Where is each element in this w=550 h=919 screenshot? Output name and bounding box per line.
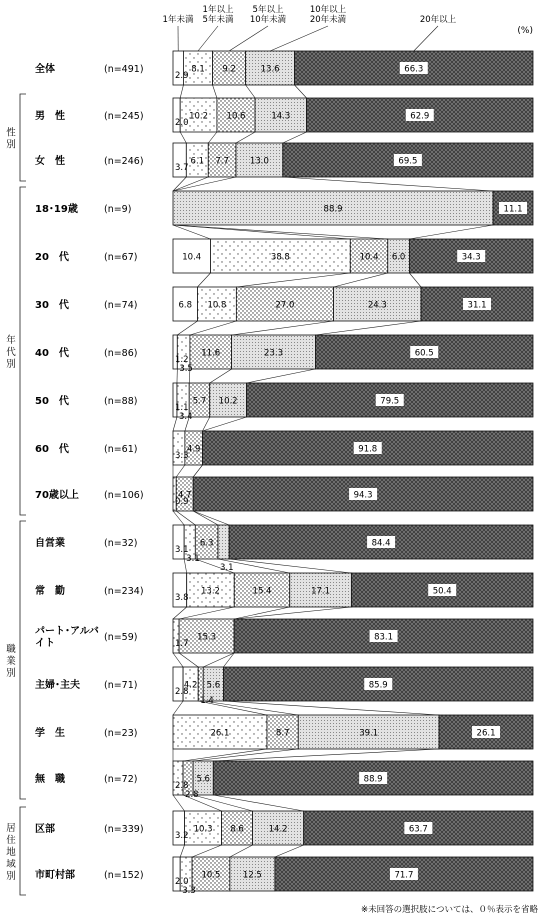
connector-line	[173, 177, 208, 191]
connector-line	[229, 559, 351, 573]
category-label: 20 代	[35, 252, 69, 263]
bar-row	[35, 573, 533, 607]
connector-line	[210, 369, 232, 383]
value-label: 6.0	[391, 252, 406, 263]
footnote: ※未回答の選択肢については、０％表示を省略	[361, 905, 538, 915]
connector-line	[180, 85, 183, 98]
value-label: 10.2	[218, 396, 238, 407]
value-label: 84.4	[371, 538, 391, 549]
connector-line	[193, 465, 202, 477]
connector-line	[409, 273, 421, 287]
n-label: (n=59)	[104, 632, 138, 643]
value-label: 38.8	[270, 252, 290, 263]
value-label: 2.0	[175, 118, 189, 128]
n-label: (n=67)	[104, 252, 138, 263]
value-label: 24.3	[367, 300, 387, 311]
value-label: 1.2	[175, 355, 189, 365]
category-label: 学 生	[35, 728, 65, 739]
connector-line	[315, 321, 421, 335]
n-label: (n=32)	[104, 538, 138, 549]
value-label: 2.0	[175, 877, 189, 887]
category-label: 男 性	[35, 111, 65, 122]
connector-line	[176, 511, 195, 525]
value-label: 10.8	[207, 300, 227, 311]
value-label: 83.1	[374, 632, 394, 643]
value-label: 8.7	[275, 728, 290, 739]
value-label: 3.8	[175, 593, 189, 603]
value-label: 69.5	[398, 156, 418, 167]
connector-line	[234, 607, 290, 619]
value-label: 4.2	[183, 680, 198, 691]
legend	[163, 4, 457, 51]
group-bracket	[20, 94, 26, 181]
value-label: 11.1	[503, 204, 523, 215]
group-bracket	[20, 807, 26, 895]
group-label: 居住地域別	[6, 823, 16, 882]
connector-line	[183, 749, 267, 761]
connector-line	[197, 273, 210, 287]
value-label: 3.3	[175, 451, 189, 461]
connector-line	[173, 795, 185, 811]
group-bracket	[20, 187, 26, 515]
group-bracket	[20, 521, 26, 799]
value-label: 62.9	[410, 111, 430, 122]
value-label: 10.6	[226, 111, 246, 122]
value-label: 8.6	[230, 824, 244, 835]
value-label: 60.5	[414, 348, 434, 359]
category-label: 主婦･主夫	[35, 680, 80, 691]
bars	[35, 51, 533, 896]
legend-leader-4	[270, 26, 328, 51]
connector-line	[246, 85, 255, 98]
bar-row	[35, 191, 533, 225]
bar-row	[35, 335, 533, 374]
connector-line	[275, 845, 304, 857]
value-label: 15.3	[197, 632, 217, 643]
legend-leader-2	[198, 26, 218, 51]
n-label: (n=74)	[104, 300, 138, 311]
bar-row	[35, 51, 533, 85]
n-label: (n=71)	[104, 680, 138, 691]
n-label: (n=339)	[104, 824, 144, 835]
category-label: 自営業	[35, 538, 65, 549]
value-label: 3.7	[175, 163, 189, 173]
value-label: 3.1	[220, 563, 234, 573]
connector-line	[232, 321, 334, 335]
value-label: 5.7	[192, 396, 207, 407]
value-label: 10.2	[189, 111, 209, 122]
value-label: 13.0	[249, 156, 269, 167]
n-label: (n=245)	[104, 111, 144, 122]
value-label: 63.7	[408, 824, 428, 835]
category-label: 常 勤	[35, 586, 65, 597]
n-label: (n=9)	[104, 204, 132, 215]
value-label: 8.1	[191, 64, 205, 75]
value-label: 10.3	[193, 824, 213, 835]
category-label: 30 代	[35, 300, 69, 311]
category-label: 18･19歳	[35, 204, 78, 215]
category-label: 70歳以上	[35, 490, 79, 501]
connector-line	[334, 273, 388, 287]
n-label: (n=23)	[104, 728, 138, 739]
legend-leader-3	[229, 26, 268, 51]
bar-segment-series-4	[218, 525, 229, 559]
bar-row	[35, 761, 533, 800]
bar-row	[35, 619, 533, 653]
connector-line	[193, 511, 218, 525]
value-label: 5.6	[206, 680, 221, 691]
value-label: 15.4	[252, 586, 272, 597]
connector-line	[283, 177, 493, 191]
connector-line	[203, 653, 234, 667]
value-label: 2.9	[175, 71, 189, 81]
connector-line	[173, 225, 350, 239]
bar-row	[35, 383, 533, 422]
category-label: 全体	[35, 64, 55, 75]
bar-row	[35, 287, 533, 321]
category-label: 60 代	[35, 444, 69, 455]
bar-row	[35, 143, 533, 177]
connector-line	[234, 607, 351, 619]
connector-line	[409, 225, 493, 239]
connector-line	[190, 321, 236, 335]
category-label: 無 職	[35, 774, 65, 785]
value-label: 12.5	[242, 870, 262, 881]
connector-line	[236, 273, 350, 287]
connector-line	[230, 845, 253, 857]
value-label: 2.8	[175, 781, 189, 791]
value-label: 1.1	[175, 403, 189, 413]
value-label: 10.4	[182, 252, 202, 263]
connector-line	[180, 845, 184, 857]
value-label: 91.8	[358, 444, 378, 455]
value-label: 9.2	[222, 64, 236, 75]
category-label: パート･アルバイト	[35, 626, 99, 649]
value-label: 88.9	[323, 204, 343, 215]
connector-line	[193, 511, 229, 525]
n-label: (n=491)	[104, 64, 144, 75]
connector-line	[203, 417, 247, 431]
value-label: 13.2	[201, 586, 220, 597]
value-label: 3.1	[186, 554, 200, 564]
bar-row	[35, 98, 533, 132]
n-label: (n=72)	[104, 774, 138, 785]
connector-line	[173, 511, 184, 525]
connector-line	[213, 85, 217, 98]
bar-row	[35, 715, 533, 749]
unit-label: (%)	[517, 26, 533, 36]
n-label: (n=152)	[104, 870, 144, 881]
connector-line	[177, 321, 197, 335]
value-label: 1.4	[200, 696, 214, 706]
bar-row	[35, 431, 533, 465]
value-label: 6.1	[190, 156, 205, 167]
value-label: 66.3	[404, 64, 424, 75]
value-label: 17.1	[311, 586, 331, 597]
bar-row	[35, 667, 533, 706]
value-label: 10.5	[201, 870, 221, 881]
connector-line	[179, 653, 198, 667]
n-label: (n=61)	[104, 444, 138, 455]
value-label: 26.1	[476, 728, 496, 739]
bar-row	[35, 477, 533, 511]
bar-row	[35, 525, 533, 573]
value-label: 3.2	[175, 831, 189, 841]
category-label: 市町村部	[35, 870, 75, 881]
category-label: 50 代	[35, 396, 69, 407]
connector-line	[173, 177, 186, 191]
value-label: 14.2	[268, 824, 288, 835]
value-label: 71.7	[394, 870, 414, 881]
value-label: 39.1	[359, 728, 379, 739]
legend-leader-5	[414, 26, 438, 51]
value-label: 31.1	[467, 300, 487, 311]
connector-line	[213, 795, 303, 811]
bar-row	[35, 239, 533, 273]
bar-row	[35, 811, 533, 845]
n-label: (n=234)	[104, 586, 144, 597]
value-label: 3.5	[179, 364, 193, 374]
value-label: 3.4	[178, 412, 193, 422]
value-label: 5.6	[196, 774, 210, 785]
group-label: 性別	[6, 127, 16, 151]
n-label: (n=88)	[104, 396, 138, 407]
value-label: 34.3	[461, 252, 481, 263]
connector-line	[203, 701, 298, 715]
value-label: 50.4	[432, 586, 452, 597]
value-label: 26.1	[210, 728, 230, 739]
connector-line	[176, 465, 185, 477]
connector-line	[173, 607, 187, 619]
value-label: 85.9	[368, 680, 388, 691]
value-label: 94.3	[353, 490, 373, 501]
legend-label-4: 10年以上 20年未満	[309, 5, 347, 25]
group-label: 年代別	[6, 335, 16, 370]
group-labels	[6, 94, 26, 895]
value-label: 6.3	[199, 538, 214, 549]
value-label: 4.7	[177, 490, 192, 501]
connector-line	[179, 607, 234, 619]
value-label: 3.1	[175, 545, 189, 555]
connector-line	[247, 369, 316, 383]
value-label: 4.9	[186, 444, 201, 455]
connector-line	[192, 845, 222, 857]
legend-label-5: 20年以上	[419, 15, 457, 25]
value-label: 6.8	[178, 300, 193, 311]
connector-line	[283, 132, 307, 143]
connector-line	[208, 132, 217, 143]
value-label: 27.0	[275, 300, 295, 311]
connector-line	[236, 132, 255, 143]
legend-label-3: 5年以上 10年未満	[249, 5, 287, 25]
category-label: 40 代	[35, 348, 69, 359]
legend-label-2: 1年以上 5年未満	[202, 5, 234, 25]
value-label: 79.5	[380, 396, 400, 407]
value-label: 2.8	[175, 687, 189, 697]
value-label: 88.9	[363, 774, 383, 785]
connector-line	[173, 701, 183, 715]
group-label: 職業別	[6, 644, 16, 679]
n-label: (n=246)	[104, 156, 144, 167]
legend-label-1: 1年未満	[162, 15, 194, 25]
value-label: 1.7	[175, 639, 189, 649]
value-label: 11.6	[201, 348, 221, 359]
n-label: (n=86)	[104, 348, 138, 359]
value-label: 2.8	[185, 790, 199, 800]
value-label: 14.3	[271, 111, 291, 122]
value-label: 10.4	[359, 252, 379, 263]
value-label: 3.3	[182, 886, 196, 896]
category-label: 区部	[35, 824, 55, 835]
connector-line	[173, 417, 177, 431]
category-label: 女 性	[35, 156, 65, 167]
value-label: 23.3	[264, 348, 283, 359]
connector-line	[173, 177, 236, 191]
connector-line	[295, 85, 307, 98]
value-label: 7.7	[215, 156, 229, 167]
value-label: 0.9	[175, 497, 189, 507]
value-label: 13.6	[260, 64, 280, 75]
bar-row	[35, 857, 533, 896]
n-label: (n=106)	[104, 490, 144, 501]
connector-line	[180, 132, 186, 143]
